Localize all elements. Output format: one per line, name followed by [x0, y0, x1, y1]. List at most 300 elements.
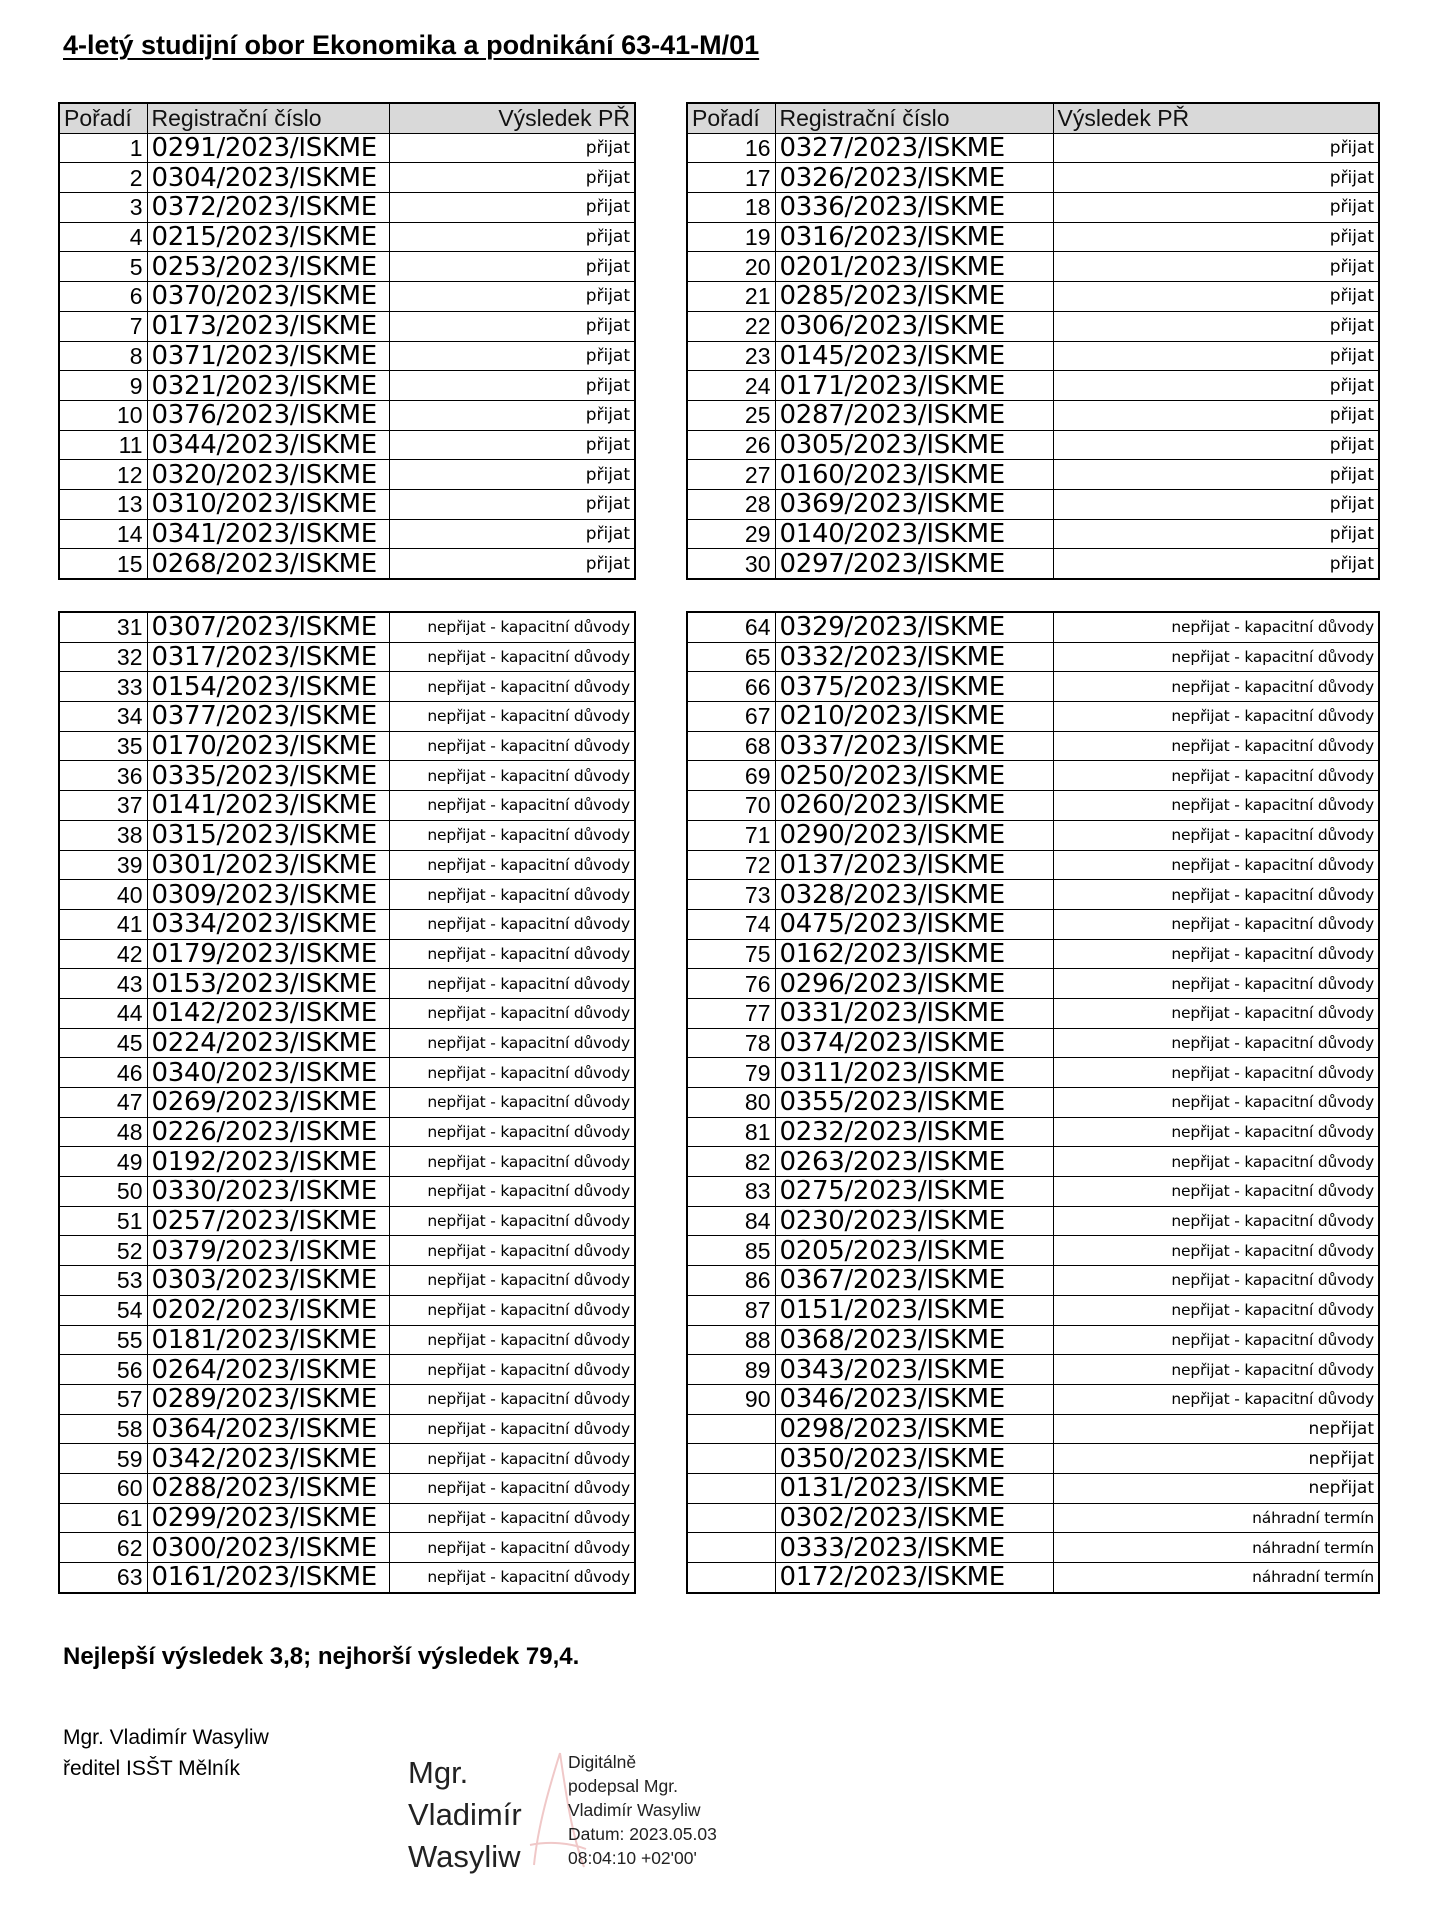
- table-row: [687, 282, 1379, 312]
- result-cell: přijat: [389, 460, 635, 490]
- table-row: [59, 1563, 635, 1593]
- order-cell: 77: [687, 998, 775, 1028]
- result-cell: nepřijat - kapacitní důvody: [389, 939, 635, 969]
- order-cell: 1: [59, 133, 147, 163]
- order-cell: 88: [687, 1325, 775, 1355]
- table-row: [687, 400, 1379, 430]
- order-cell: 22: [687, 311, 775, 341]
- table-row: [59, 222, 635, 252]
- results-table-3: [58, 611, 636, 1594]
- registration-number-cell: 0263/2023/ISKME: [775, 1147, 1053, 1177]
- result-cell: nepřijat - kapacitní důvody: [389, 1384, 635, 1414]
- order-cell: 54: [59, 1295, 147, 1325]
- order-cell: 39: [59, 850, 147, 880]
- order-cell: 8: [59, 341, 147, 371]
- result-cell: přijat: [1053, 193, 1379, 223]
- result-cell: přijat: [389, 282, 635, 312]
- table-row: [687, 761, 1379, 791]
- table-row: [59, 1117, 635, 1147]
- order-cell: [687, 1473, 775, 1503]
- result-cell: nepřijat - kapacitní důvody: [389, 1177, 635, 1207]
- result-cell: přijat: [389, 252, 635, 282]
- order-cell: 11: [59, 430, 147, 460]
- registration-number-cell: 0289/2023/ISKME: [147, 1384, 389, 1414]
- result-cell: nepřijat: [1053, 1473, 1379, 1503]
- registration-number-cell: 0344/2023/ISKME: [147, 430, 389, 460]
- registration-number-cell: 0329/2023/ISKME: [775, 612, 1053, 642]
- result-cell: nepřijat - kapacitní důvody: [389, 1295, 635, 1325]
- result-cell: nepřijat - kapacitní důvody: [1053, 909, 1379, 939]
- registration-number-cell: 0340/2023/ISKME: [147, 1058, 389, 1088]
- table-row: [59, 1236, 635, 1266]
- signature-info-line: Digitálně: [568, 1752, 637, 1772]
- order-cell: 55: [59, 1325, 147, 1355]
- result-cell: nepřijat - kapacitní důvody: [389, 969, 635, 999]
- results-table-4: [686, 611, 1380, 1594]
- order-cell: 51: [59, 1206, 147, 1236]
- order-cell: 80: [687, 1088, 775, 1118]
- registration-number-cell: 0224/2023/ISKME: [147, 1028, 389, 1058]
- registration-number-cell: 0192/2023/ISKME: [147, 1147, 389, 1177]
- table-row: [59, 1533, 635, 1563]
- table-row: [687, 1028, 1379, 1058]
- table-row: [59, 282, 635, 312]
- result-cell: nepřijat - kapacitní důvody: [389, 791, 635, 821]
- result-cell: přijat: [1053, 252, 1379, 282]
- results-table-1: [58, 102, 636, 580]
- table-row: [687, 252, 1379, 282]
- registration-number-cell: 0268/2023/ISKME: [147, 549, 389, 579]
- order-cell: 82: [687, 1147, 775, 1177]
- registration-number-cell: 0302/2023/ISKME: [775, 1503, 1053, 1533]
- registration-number-cell: 0331/2023/ISKME: [775, 998, 1053, 1028]
- table-row: [687, 850, 1379, 880]
- order-cell: 28: [687, 489, 775, 519]
- result-cell: nepřijat - kapacitní důvody: [1053, 1177, 1379, 1207]
- table-row: [687, 1473, 1379, 1503]
- order-cell: 37: [59, 791, 147, 821]
- registration-number-cell: 0379/2023/ISKME: [147, 1236, 389, 1266]
- table-row: [687, 341, 1379, 371]
- order-cell: 89: [687, 1355, 775, 1385]
- result-cell: přijat: [1053, 222, 1379, 252]
- registration-number-cell: 0181/2023/ISKME: [147, 1325, 389, 1355]
- registration-number-cell: 0285/2023/ISKME: [775, 282, 1053, 312]
- registration-number-cell: 0369/2023/ISKME: [775, 489, 1053, 519]
- registration-number-cell: 0321/2023/ISKME: [147, 371, 389, 401]
- table-row: [687, 549, 1379, 579]
- signature-name-line: Mgr.: [408, 1755, 469, 1790]
- table-row: [59, 163, 635, 193]
- table-row: [59, 702, 635, 732]
- registration-number-cell: 0310/2023/ISKME: [147, 489, 389, 519]
- table-row: [59, 1088, 635, 1118]
- table-row: [59, 642, 635, 672]
- result-cell: nepřijat - kapacitní důvody: [389, 1533, 635, 1563]
- result-cell: nepřijat - kapacitní důvody: [1053, 1266, 1379, 1296]
- registration-number-cell: 0275/2023/ISKME: [775, 1177, 1053, 1207]
- result-cell: nepřijat - kapacitní důvody: [1053, 761, 1379, 791]
- result-cell: nepřijat - kapacitní důvody: [389, 820, 635, 850]
- registration-number-cell: 0151/2023/ISKME: [775, 1295, 1053, 1325]
- results-table-2: [686, 102, 1380, 580]
- order-cell: 48: [59, 1117, 147, 1147]
- registration-number-cell: 0335/2023/ISKME: [147, 761, 389, 791]
- result-cell: nepřijat - kapacitní důvody: [1053, 1295, 1379, 1325]
- order-cell: 57: [59, 1384, 147, 1414]
- registration-number-cell: 0316/2023/ISKME: [775, 222, 1053, 252]
- order-cell: 73: [687, 880, 775, 910]
- result-cell: nepřijat - kapacitní důvody: [1053, 642, 1379, 672]
- table-row: [687, 371, 1379, 401]
- order-cell: 81: [687, 1117, 775, 1147]
- table-row: [59, 1295, 635, 1325]
- registration-number-cell: 0226/2023/ISKME: [147, 1117, 389, 1147]
- order-cell: 68: [687, 731, 775, 761]
- table-row: [59, 1325, 635, 1355]
- table-row: [687, 163, 1379, 193]
- table-row: [59, 549, 635, 579]
- result-cell: nepřijat - kapacitní důvody: [1053, 791, 1379, 821]
- table-row: [59, 672, 635, 702]
- order-cell: 14: [59, 519, 147, 549]
- result-cell: nepřijat - kapacitní důvody: [389, 1503, 635, 1533]
- order-cell: 30: [687, 549, 775, 579]
- order-cell: 9: [59, 371, 147, 401]
- order-cell: 36: [59, 761, 147, 791]
- result-cell: přijat: [389, 400, 635, 430]
- table-row: [687, 1295, 1379, 1325]
- result-cell: nepřijat - kapacitní důvody: [389, 998, 635, 1028]
- result-cell: přijat: [389, 222, 635, 252]
- table-row: [59, 880, 635, 910]
- order-cell: 78: [687, 1028, 775, 1058]
- order-cell: 62: [59, 1533, 147, 1563]
- registration-number-cell: 0230/2023/ISKME: [775, 1206, 1053, 1236]
- order-cell: 25: [687, 400, 775, 430]
- order-cell: 60: [59, 1473, 147, 1503]
- table-row: [59, 998, 635, 1028]
- registration-number-cell: 0160/2023/ISKME: [775, 460, 1053, 490]
- registration-number-cell: 0142/2023/ISKME: [147, 998, 389, 1028]
- registration-number-cell: 0309/2023/ISKME: [147, 880, 389, 910]
- order-cell: 33: [59, 672, 147, 702]
- table-row: [59, 1444, 635, 1474]
- order-cell: 67: [687, 702, 775, 732]
- table-row: [59, 1355, 635, 1385]
- registration-number-cell: 0288/2023/ISKME: [147, 1473, 389, 1503]
- table-row: [59, 371, 635, 401]
- order-cell: 10: [59, 400, 147, 430]
- digital-signature-name: [408, 1752, 522, 1878]
- table-row: [59, 1177, 635, 1207]
- table-row: [687, 791, 1379, 821]
- registration-number-cell: 0269/2023/ISKME: [147, 1088, 389, 1118]
- table-row: [687, 731, 1379, 761]
- signature-info-line: 08:04:10 +02'00': [568, 1848, 697, 1868]
- table-row: [687, 642, 1379, 672]
- table-row: [687, 880, 1379, 910]
- order-cell: 38: [59, 820, 147, 850]
- result-cell: přijat: [1053, 430, 1379, 460]
- order-cell: 49: [59, 1147, 147, 1177]
- order-cell: 3: [59, 193, 147, 223]
- table-row: [59, 969, 635, 999]
- header-result: Výsledek PŘ: [389, 103, 635, 133]
- order-cell: 46: [59, 1058, 147, 1088]
- table-row: [687, 702, 1379, 732]
- table-row: [687, 1266, 1379, 1296]
- result-cell: přijat: [1053, 460, 1379, 490]
- result-cell: nepřijat: [1053, 1414, 1379, 1444]
- result-cell: náhradní termín: [1053, 1503, 1379, 1533]
- result-cell: nepřijat - kapacitní důvody: [389, 731, 635, 761]
- result-cell: nepřijat - kapacitní důvody: [1053, 1147, 1379, 1177]
- order-cell: 90: [687, 1384, 775, 1414]
- order-cell: 41: [59, 909, 147, 939]
- order-cell: 5: [59, 252, 147, 282]
- order-cell: 69: [687, 761, 775, 791]
- table-row: [59, 791, 635, 821]
- table-row: [687, 311, 1379, 341]
- registration-number-cell: 0305/2023/ISKME: [775, 430, 1053, 460]
- registration-number-cell: 0304/2023/ISKME: [147, 163, 389, 193]
- result-cell: nepřijat - kapacitní důvody: [389, 880, 635, 910]
- registration-number-cell: 0253/2023/ISKME: [147, 252, 389, 282]
- signature-info-line: podepsal Mgr.: [568, 1776, 678, 1796]
- registration-number-cell: 0377/2023/ISKME: [147, 702, 389, 732]
- result-cell: nepřijat - kapacitní důvody: [389, 1117, 635, 1147]
- registration-number-cell: 0307/2023/ISKME: [147, 612, 389, 642]
- order-cell: 66: [687, 672, 775, 702]
- order-cell: 32: [59, 642, 147, 672]
- digital-signature-info: [568, 1750, 717, 1870]
- order-cell: 64: [687, 612, 775, 642]
- registration-number-cell: 0210/2023/ISKME: [775, 702, 1053, 732]
- result-cell: nepřijat - kapacitní důvody: [389, 1266, 635, 1296]
- signature-name-line: Wasyliw: [408, 1839, 521, 1874]
- header-registration-number: Registrační číslo: [775, 103, 1053, 133]
- registration-number-cell: 0131/2023/ISKME: [775, 1473, 1053, 1503]
- result-cell: nepřijat - kapacitní důvody: [1053, 1236, 1379, 1266]
- table-row: [59, 820, 635, 850]
- result-cell: nepřijat - kapacitní důvody: [1053, 1325, 1379, 1355]
- registration-number-cell: 0328/2023/ISKME: [775, 880, 1053, 910]
- order-cell: 47: [59, 1088, 147, 1118]
- order-cell: 72: [687, 850, 775, 880]
- result-cell: náhradní termín: [1053, 1533, 1379, 1563]
- result-cell: nepřijat - kapacitní důvody: [389, 702, 635, 732]
- table-row: [59, 1206, 635, 1236]
- table-row: [59, 1384, 635, 1414]
- result-cell: nepřijat - kapacitní důvody: [389, 1325, 635, 1355]
- registration-number-cell: 0205/2023/ISKME: [775, 1236, 1053, 1266]
- registration-number-cell: 0257/2023/ISKME: [147, 1206, 389, 1236]
- result-cell: nepřijat - kapacitní důvody: [389, 1355, 635, 1385]
- result-cell: nepřijat - kapacitní důvody: [389, 1444, 635, 1474]
- document-title: 4-letý studijní obor Ekonomika a podnikání 63-41-M/01: [63, 30, 760, 60]
- result-cell: přijat: [1053, 163, 1379, 193]
- registration-number-cell: 0341/2023/ISKME: [147, 519, 389, 549]
- registration-number-cell: 0154/2023/ISKME: [147, 672, 389, 702]
- result-cell: nepřijat - kapacitní důvody: [389, 1236, 635, 1266]
- order-cell: 71: [687, 820, 775, 850]
- table-row: [59, 460, 635, 490]
- order-cell: [687, 1444, 775, 1474]
- result-cell: nepřijat - kapacitní důvody: [1053, 612, 1379, 642]
- registration-number-cell: 0342/2023/ISKME: [147, 1444, 389, 1474]
- result-cell: nepřijat - kapacitní důvody: [1053, 702, 1379, 732]
- order-cell: 16: [687, 133, 775, 163]
- result-cell: nepřijat - kapacitní důvody: [389, 761, 635, 791]
- table-row: [59, 1266, 635, 1296]
- registration-number-cell: 0201/2023/ISKME: [775, 252, 1053, 282]
- order-cell: 27: [687, 460, 775, 490]
- result-cell: přijat: [1053, 282, 1379, 312]
- registration-number-cell: 0334/2023/ISKME: [147, 909, 389, 939]
- table-row: [59, 1028, 635, 1058]
- result-cell: přijat: [389, 430, 635, 460]
- table-header-row: [59, 103, 635, 133]
- result-cell: přijat: [1053, 489, 1379, 519]
- order-cell: 15: [59, 549, 147, 579]
- order-cell: 18: [687, 193, 775, 223]
- result-cell: přijat: [389, 133, 635, 163]
- result-cell: nepřijat - kapacitní důvody: [1053, 1117, 1379, 1147]
- table-row: [687, 1414, 1379, 1444]
- order-cell: 45: [59, 1028, 147, 1058]
- table-row: [687, 612, 1379, 642]
- table-row: [687, 1117, 1379, 1147]
- order-cell: 34: [59, 702, 147, 732]
- order-cell: 12: [59, 460, 147, 490]
- registration-number-cell: 0317/2023/ISKME: [147, 642, 389, 672]
- order-cell: 23: [687, 341, 775, 371]
- table-row: [687, 1325, 1379, 1355]
- order-cell: 29: [687, 519, 775, 549]
- result-cell: nepřijat - kapacitní důvody: [1053, 850, 1379, 880]
- order-cell: 13: [59, 489, 147, 519]
- result-cell: nepřijat - kapacitní důvody: [1053, 969, 1379, 999]
- table-row: [59, 1473, 635, 1503]
- table-row: [59, 341, 635, 371]
- order-cell: [687, 1533, 775, 1563]
- table-row: [59, 311, 635, 341]
- header-result: Výsledek PŘ: [1053, 103, 1379, 133]
- header-order: Pořadí: [687, 103, 775, 133]
- registration-number-cell: 0297/2023/ISKME: [775, 549, 1053, 579]
- registration-number-cell: 0290/2023/ISKME: [775, 820, 1053, 850]
- order-cell: 24: [687, 371, 775, 401]
- order-cell: 56: [59, 1355, 147, 1385]
- table-row: [687, 489, 1379, 519]
- order-cell: 6: [59, 282, 147, 312]
- order-cell: 20: [687, 252, 775, 282]
- registration-number-cell: 0333/2023/ISKME: [775, 1533, 1053, 1563]
- order-cell: 75: [687, 939, 775, 969]
- order-cell: 21: [687, 282, 775, 312]
- table-row: [687, 1384, 1379, 1414]
- table-row: [59, 193, 635, 223]
- result-cell: nepřijat - kapacitní důvody: [389, 1414, 635, 1444]
- signer-role: ředitel ISŠT Mělník: [63, 1757, 241, 1780]
- order-cell: [687, 1503, 775, 1533]
- table-row: [59, 1058, 635, 1088]
- result-cell: přijat: [1053, 549, 1379, 579]
- registration-number-cell: 0350/2023/ISKME: [775, 1444, 1053, 1474]
- result-cell: nepřijat - kapacitní důvody: [1053, 1384, 1379, 1414]
- table-row: [59, 612, 635, 642]
- registration-number-cell: 0140/2023/ISKME: [775, 519, 1053, 549]
- registration-number-cell: 0299/2023/ISKME: [147, 1503, 389, 1533]
- header-registration-number: Registrační číslo: [147, 103, 389, 133]
- result-cell: nepřijat - kapacitní důvody: [389, 850, 635, 880]
- table-row: [687, 519, 1379, 549]
- order-cell: [687, 1563, 775, 1593]
- order-cell: 76: [687, 969, 775, 999]
- result-cell: náhradní termín: [1053, 1563, 1379, 1593]
- result-cell: nepřijat - kapacitní důvody: [1053, 1028, 1379, 1058]
- table-row: [59, 731, 635, 761]
- table-row: [59, 909, 635, 939]
- registration-number-cell: 0320/2023/ISKME: [147, 460, 389, 490]
- registration-number-cell: 0172/2023/ISKME: [775, 1563, 1053, 1593]
- registration-number-cell: 0327/2023/ISKME: [775, 133, 1053, 163]
- table-row: [687, 1533, 1379, 1563]
- registration-number-cell: 0375/2023/ISKME: [775, 672, 1053, 702]
- result-cell: přijat: [389, 519, 635, 549]
- table-row: [687, 939, 1379, 969]
- table-row: [59, 489, 635, 519]
- order-cell: 26: [687, 430, 775, 460]
- table-row: [687, 1355, 1379, 1385]
- table-row: [687, 909, 1379, 939]
- registration-number-cell: 0153/2023/ISKME: [147, 969, 389, 999]
- table-row: [59, 1503, 635, 1533]
- registration-number-cell: 0215/2023/ISKME: [147, 222, 389, 252]
- result-cell: přijat: [389, 489, 635, 519]
- result-cell: nepřijat - kapacitní důvody: [1053, 820, 1379, 850]
- order-cell: 52: [59, 1236, 147, 1266]
- result-cell: přijat: [1053, 341, 1379, 371]
- registration-number-cell: 0326/2023/ISKME: [775, 163, 1053, 193]
- signer-name: Mgr. Vladimír Wasyliw: [63, 1726, 269, 1749]
- order-cell: 53: [59, 1266, 147, 1296]
- result-cell: přijat: [389, 163, 635, 193]
- table-row: [687, 1088, 1379, 1118]
- order-cell: 19: [687, 222, 775, 252]
- result-cell: nepřijat - kapacitní důvody: [389, 1206, 635, 1236]
- order-cell: 2: [59, 163, 147, 193]
- result-cell: nepřijat - kapacitní důvody: [1053, 880, 1379, 910]
- registration-number-cell: 0232/2023/ISKME: [775, 1117, 1053, 1147]
- order-cell: 35: [59, 731, 147, 761]
- result-cell: nepřijat - kapacitní důvody: [389, 1058, 635, 1088]
- table-row: [59, 939, 635, 969]
- table-row: [687, 820, 1379, 850]
- registration-number-cell: 0298/2023/ISKME: [775, 1414, 1053, 1444]
- result-cell: přijat: [389, 549, 635, 579]
- registration-number-cell: 0346/2023/ISKME: [775, 1384, 1053, 1414]
- table-row: [687, 998, 1379, 1028]
- result-cell: přijat: [1053, 519, 1379, 549]
- result-cell: nepřijat - kapacitní důvody: [389, 642, 635, 672]
- table-row: [59, 1414, 635, 1444]
- table-row: [687, 222, 1379, 252]
- result-cell: přijat: [1053, 311, 1379, 341]
- registration-number-cell: 0372/2023/ISKME: [147, 193, 389, 223]
- registration-number-cell: 0171/2023/ISKME: [775, 371, 1053, 401]
